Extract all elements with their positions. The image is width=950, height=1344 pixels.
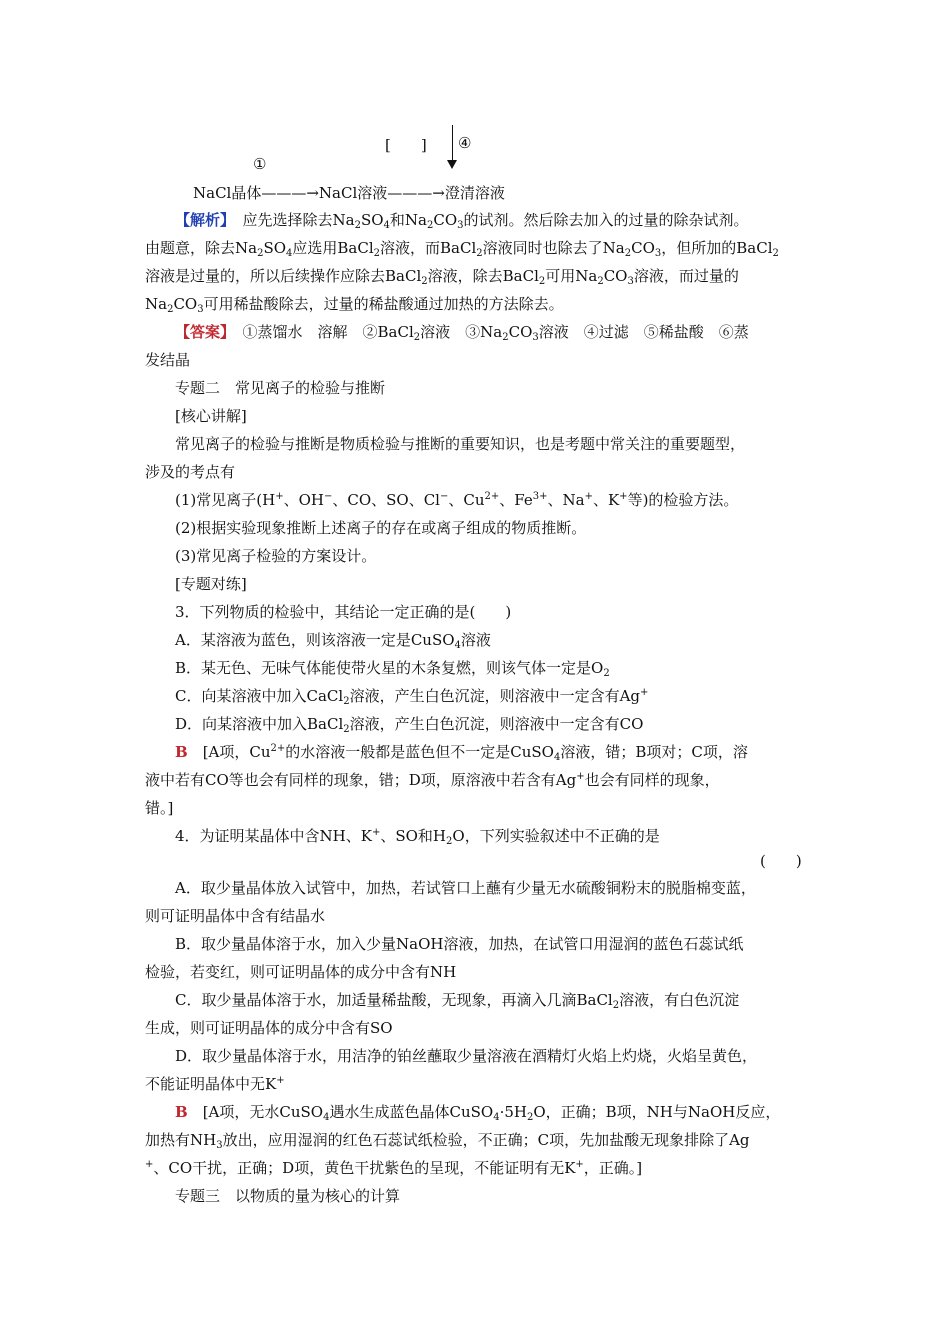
q4-option-a-2: 则可证明晶体中含有结晶水 [145,907,326,925]
q4-explain-1: B [A项，无水CuSO$_4$遇水生成蓝色晶体$CuSO_4\cdot 5H_2O$，正确；B项，NH与NaOH反应， [175,1103,781,1123]
q4-explain-3: +、CO干扰，正确；D项，黄色干扰紫色的呈现，不能证明有无K+，正确。] [145,1159,643,1177]
practice-heading: [专题对练] [175,575,247,593]
q3-answer: B [175,743,188,761]
q4-option-c-1: C．取少量晶体溶于水，加适量稀盐酸，无现象，再滴入几滴BaCl$_2$溶液，有白色沉淀 [175,991,740,1011]
analysis-tag: 【解析】 [175,211,228,229]
topic3-title: 专题三 以物质的量为核心的计算 [175,1187,401,1205]
answer-tag: 【答案】 [175,323,228,341]
core-item-1: (1)常见离子(H+、OH−、CO、SO、Cl−、$Cu^{2+}$、$Fe^{3+}$、Na+、K+等)的检验方法。 [175,491,739,509]
q4-answer: B [175,1103,188,1121]
core-paragraph-1: 常见离子的检验与推断是物质检验与推断的重要知识，也是考题中常关注的重要题型， [175,435,746,453]
answer-line-1: 【答案】 ①蒸馏水 溶解 ②BaCl$_2$溶液 $③Na_2CO_3$溶液 ④过滤 ⑤稀盐酸 ⑥蒸 [175,323,749,343]
q3-explain-3: 错。] [145,799,174,817]
core-item-3: (3)常见离子检验的方案设计。 [175,547,377,565]
core-heading: [核心讲解] [175,407,247,425]
answer-line-2: 发结晶 [145,351,191,369]
q4-answer-paren: ( ) [760,852,802,870]
analysis-line-2: 由题意，除去$Na_2SO_4$应选用BaCl$_2$溶液，而BaCl$_2$溶液同时也除去了$Na_2CO_3$，但所加的BaCl$_2$ [145,239,779,259]
q3-option-b: B．某无色、无味气体能使带火星的木条复燃，则该气体一定是$O_2$ [175,659,610,679]
q4-option-b-1: B．取少量晶体溶于水，加入少量NaOH溶液，加热，在试管口用湿润的蓝色石蕊试纸 [175,935,744,953]
step4-label: ④ [458,134,472,152]
topic2-title: 专题二 常见离子的检验与推断 [175,379,386,397]
q3-explain-1: B [A项，$Cu^{2+}$的水溶液一般都是蓝色但不一定是CuSO$_4$溶液，错；B项对；C项，溶 [175,743,748,763]
q4-option-c-2: 生成，则可证明晶体的成分中含有SO [145,1019,393,1037]
down-arrow-line [452,125,453,163]
q4-option-d-1: D．取少量晶体溶于水，用洁净的铂丝蘸取少量溶液在酒精灯火焰上灼烧，火焰呈黄色， [175,1047,758,1065]
step1-label: ① [253,155,267,173]
flow-line: NaCl晶体———→NaCl溶液———→澄清溶液 [193,184,505,202]
core-item-2: (2)根据实验现象推断上述离子的存在或离子组成的物质推断。 [175,519,587,537]
analysis-line-1: 【解析】 应先选择除去$Na_2SO_4$和$Na_2CO_3$的试剂。然后除去加入的过量的除杂试剂。 [175,211,749,231]
down-arrow-icon [447,160,457,169]
q4-option-b-2: 检验，若变红，则可证明晶体的成分中含有NH [145,963,457,981]
analysis-line-4: $Na_2CO_3$可用稀盐酸除去，过量的稀盐酸通过加热的方法除去。 [145,295,564,315]
q3-stem: 3．下列物质的检验中，其结论一定正确的是( ) [175,603,512,621]
analysis-line-3: 溶液是过量的，所以后续操作应除去BaCl$_2$溶液，除去BaCl$_2$可用$Na_2CO_3$溶液，而过量的 [145,267,739,287]
q4-explain-2: 加热有$NH_3$放出，应用湿润的红色石蕊试纸检验，不正确；C项，先加盐酸无现象排除了Ag [145,1131,750,1151]
q3-option-a: A．某溶液为蓝色，则该溶液一定是CuSO$_4$溶液 [175,631,491,651]
q4-option-a-1: A．取少量晶体放入试管中，加热，若试管口上蘸有少量无水硫酸铜粉末的脱脂棉变蓝， [175,879,756,897]
q3-explain-2: 液中若有CO等也会有同样的现象，错；D项，原溶液中若含有Ag+也会有同样的现象， [145,771,720,789]
core-paragraph-2: 涉及的考点有 [145,463,236,481]
q3-option-c: C．向某溶液中加入CaCl$_2$溶液，产生白色沉淀，则溶液中一定含有Ag+ [175,687,649,707]
q4-stem: 4．为证明某晶体中含NH、K+、SO和$H_2O$，下列实验叙述中不正确的是 [175,827,660,847]
q3-option-d: D．向某溶液中加入BaCl$_2$溶液，产生白色沉淀，则溶液中一定含有CO [175,715,644,735]
q4-option-d-2: 不能证明晶体中无K+ [145,1075,285,1093]
reagent-bracket: [ ] [385,136,427,154]
